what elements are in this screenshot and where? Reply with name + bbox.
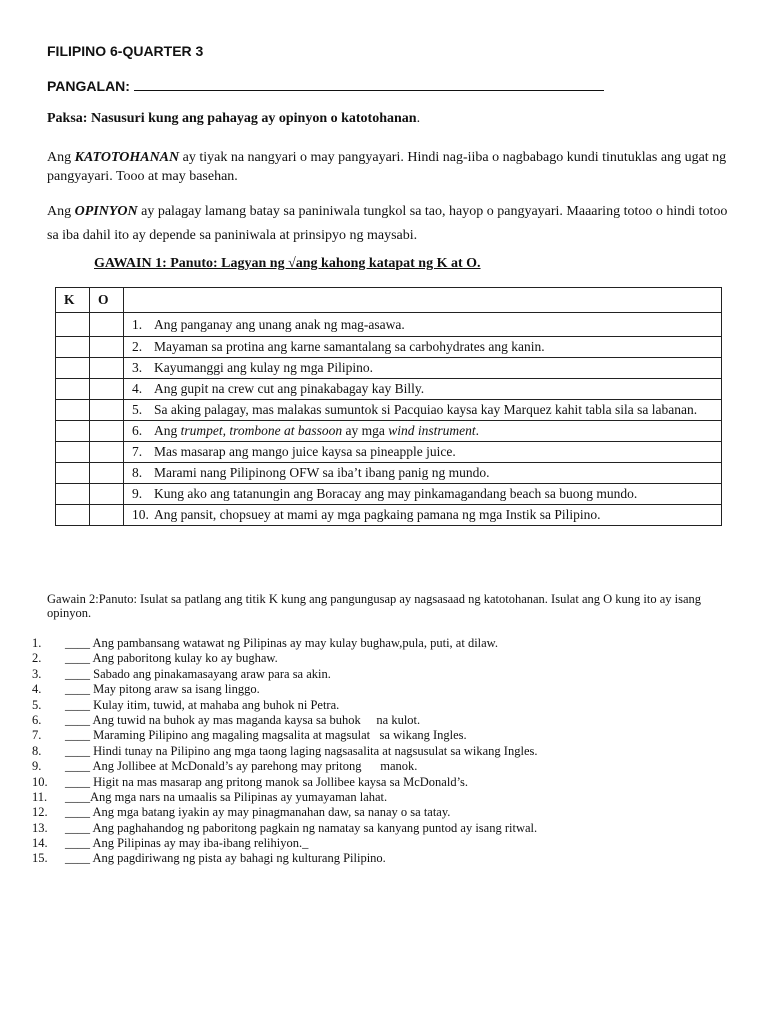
answer-blank[interactable]: ____ [65, 666, 90, 681]
checkbox-k[interactable] [56, 484, 90, 505]
checkbox-o[interactable] [90, 484, 124, 505]
answer-blank[interactable]: ____ [65, 636, 90, 650]
statement-cell [124, 442, 722, 463]
answer-blank[interactable]: ____ [65, 820, 90, 835]
statement-text: Mayaman sa protina ang karne samantalang sa carbohydrates ang kanin. [154, 339, 545, 354]
checkbox-k[interactable] [56, 463, 90, 484]
statement-text-b: ay mga [345, 423, 385, 438]
statement-text: Ang gupit na crew cut ang pinakabagay kay Billy. [154, 381, 425, 396]
item-number: 15. [32, 851, 48, 866]
item-text: May pitong araw sa isang linggo. [93, 682, 260, 697]
table-row [56, 505, 722, 526]
item-number: 7. [32, 728, 42, 743]
item-number: 9. [32, 759, 42, 774]
worksheet-title: FILIPINO 6-QUARTER 3 [47, 43, 204, 59]
list-item [32, 775, 538, 790]
item-number: 3. [32, 666, 42, 681]
item-number: 12. [32, 805, 48, 820]
answer-blank[interactable]: ____ [65, 836, 90, 851]
item-text: Sabado ang pinakamasayang araw para sa akin. [93, 666, 331, 681]
table-row [56, 484, 722, 505]
list-item [32, 744, 538, 759]
checkbox-k[interactable] [56, 358, 90, 379]
item-number: 11. [32, 789, 48, 804]
item-text: Ang mga batang iyakin ay may pinagmanahan daw, sa nanay o sa tatay. [92, 805, 451, 820]
statement-cell [124, 358, 722, 379]
item-number: 10. [32, 774, 48, 789]
gawain1-table [55, 287, 722, 526]
statement-italic-b: wind instrument [388, 423, 476, 438]
item-number: 14. [32, 836, 48, 851]
answer-blank[interactable]: ____ [65, 774, 90, 789]
statement-cell [124, 505, 722, 526]
table-header-row [56, 288, 722, 313]
statement-text: Marami nang Pilipinong OFW sa iba’t ibang panig ng mundo. [154, 465, 490, 480]
item-text: Ang Jollibee at McDonald’s ay parehong may pritong manok. [92, 759, 418, 774]
table-row [56, 358, 722, 379]
fact-lead: Ang [47, 150, 72, 165]
item-text: Ang paghahandog ng paboritong pagkain ng namatay sa kanyang puntod ay isang ritwal. [92, 820, 538, 835]
item-text: Kulay itim, tuwid, at mahaba ang buhok ni Petra. [93, 697, 340, 712]
topic-line [47, 111, 420, 127]
item-number: 2. [32, 651, 42, 666]
list-item [32, 682, 538, 697]
checkbox-k[interactable] [56, 313, 90, 337]
list-item [32, 667, 538, 682]
list-item [32, 636, 538, 651]
column-o-header: O [90, 288, 124, 313]
item-text: Maraming Pilipino ang magaling magsalita at magsulat sa wikang Ingles. [93, 728, 467, 743]
column-k-header: K [56, 288, 90, 313]
answer-blank[interactable]: ____ [65, 789, 90, 804]
statement-number: 9. [132, 486, 143, 501]
table-row [56, 313, 722, 337]
answer-blank[interactable]: ____ [65, 728, 90, 743]
statement-number: 3. [132, 360, 143, 375]
statement-number: 8. [132, 465, 143, 480]
answer-blank[interactable]: ____ [65, 805, 90, 820]
opinion-lead: Ang [47, 204, 72, 219]
column-statement-header [124, 288, 722, 313]
statement-italic-a: trumpet, trombone at bassoon [180, 423, 343, 438]
item-text: Ang paboritong kulay ko ay bughaw. [92, 651, 278, 666]
statement-text: Ang panganay ang unang anak ng mag-asawa. [154, 316, 405, 332]
checkbox-o[interactable] [90, 421, 124, 442]
item-number: 4. [32, 682, 42, 697]
table-row [56, 421, 722, 442]
statement-cell [124, 484, 722, 505]
checkbox-o[interactable] [90, 337, 124, 358]
list-item [32, 836, 538, 851]
statement-text: Mas masarap ang mango juice kaysa sa pineapple juice. [154, 444, 456, 459]
statement-cell [124, 379, 722, 400]
statement-number: 7. [132, 444, 143, 459]
statement-cell [124, 421, 722, 442]
item-text: Hindi tunay na Pilipino ang mga taong laging nagsasalita at nagsusulat sa wikang Ingles. [93, 743, 538, 758]
item-number: 5. [32, 697, 42, 712]
list-item [32, 651, 538, 666]
statement-cell [124, 313, 722, 337]
list-item [32, 728, 538, 743]
item-text: Ang pagdiriwang ng pista ay bahagi ng kulturang Pilipino. [92, 851, 386, 866]
item-text: Ang Pilipinas ay may iba-ibang relihiyon._ [92, 836, 309, 851]
checkbox-k[interactable] [56, 400, 90, 421]
list-item [32, 759, 538, 774]
checkbox-o[interactable] [90, 505, 124, 526]
opinion-definition [47, 200, 737, 248]
answer-blank[interactable]: ____ [65, 743, 90, 758]
statement-number: 6. [132, 423, 143, 438]
topic-text: Nasusuri kung ang pahayag ay opinyon o katotohanan [90, 111, 417, 126]
item-text: Ang pambansang watawat ng Pilipinas ay may kulay bughaw,pula, puti, at dilaw. [92, 636, 499, 650]
answer-blank[interactable]: ____ [65, 712, 90, 727]
statement-number: 4. [132, 381, 143, 396]
table-row [56, 379, 722, 400]
statement-text: Sa aking palagay, mas malakas sumuntok si Pacquiao kaysa kay Marquez kahit tabla sila sa labanan. [154, 402, 698, 417]
list-item [32, 713, 538, 728]
item-number: 6. [32, 712, 42, 727]
statement-number: 5. [132, 402, 143, 417]
statement-text: Ang pansit, chopsuey at mami ay mga pagkaing pamana ng mga Instik sa Pilipino. [154, 507, 601, 522]
list-item [32, 698, 538, 713]
checkbox-k[interactable] [56, 379, 90, 400]
statement-number: 2. [132, 339, 143, 354]
opinion-text: ay palagay lamang batay sa paniniwala tungkol sa tao, hayop o pangyayari. Maaaring totoo o hindi totoo sa iba dahil ito ay depende sa paniniwala at prinsipyo ng maysabi. [47, 204, 728, 243]
name-blank-line[interactable] [134, 78, 604, 91]
table-row [56, 400, 722, 421]
statement-text-a: Ang [154, 423, 178, 438]
gawain2-heading: Gawain 2:Panuto: Isulat sa patlang ang titik K kung ang pangungusap ay nagsasaad ng katotohanan. Isulat ang O kung ito ay isang opinyon. [47, 592, 702, 620]
checkbox-k[interactable] [56, 505, 90, 526]
statement-text-c: . [475, 423, 480, 438]
list-item [32, 805, 538, 820]
item-text: Ang tuwid na buhok ay mas maganda kaysa sa buhok na kulot. [92, 712, 421, 727]
answer-blank[interactable]: ____ [65, 851, 90, 866]
list-item [32, 851, 538, 866]
fact-term: KATOTOHANAN [74, 150, 180, 165]
checkbox-o[interactable] [90, 313, 124, 337]
statement-number: 1. [132, 316, 143, 332]
statement-text: Kayumanggi ang kulay ng mga Pilipino. [154, 360, 373, 375]
topic-end: . [416, 111, 421, 126]
checkbox-k[interactable] [56, 421, 90, 442]
item-number: 8. [32, 743, 42, 758]
item-text: Higit na mas masarap ang pritong manok sa Jollibee kaysa sa McDonald’s. [93, 774, 469, 789]
table-row [56, 442, 722, 463]
topic-label: Paksa: [47, 111, 88, 126]
answer-blank[interactable]: ____ [65, 759, 90, 774]
item-number: 13. [32, 820, 48, 835]
fact-definition [47, 148, 737, 186]
checkbox-o[interactable] [90, 442, 124, 463]
table-row [56, 463, 722, 484]
item-number: 1. [32, 636, 42, 650]
gawain1-heading: GAWAIN 1: Panuto: Lagyan ng √ang kahong katapat ng K at O. [94, 256, 481, 271]
list-item [32, 821, 538, 836]
statement-number: 10. [132, 507, 149, 522]
checkbox-k[interactable] [56, 442, 90, 463]
name-field-row [47, 78, 604, 94]
checkbox-o[interactable] [90, 358, 124, 379]
checkbox-o[interactable] [90, 400, 124, 421]
gawain2-list [32, 636, 538, 867]
statement-cell [124, 337, 722, 358]
checkbox-o[interactable] [90, 463, 124, 484]
list-item [32, 790, 538, 805]
fact-text: ay tiyak na nangyari o may pangyayari. Hindi nag-iiba o nagbabago kundi tinutuklas ang ugat ng pangyayari. Tooo at may basehan. [47, 150, 727, 184]
table-row [56, 337, 722, 358]
checkbox-o[interactable] [90, 379, 124, 400]
statement-cell [124, 463, 722, 484]
checkbox-k[interactable] [56, 337, 90, 358]
statement-cell [124, 400, 722, 421]
answer-blank[interactable]: ____ [65, 697, 90, 712]
opinion-term: OPINYON [74, 204, 138, 219]
statement-text: Kung ako ang tatanungin ang Boracay ang may pinkamagandang beach sa buong mundo. [154, 486, 638, 501]
answer-blank[interactable]: ____ [65, 682, 90, 697]
name-label: PANGALAN: [47, 78, 130, 94]
answer-blank[interactable]: ____ [65, 651, 90, 666]
item-text: Ang mga nars na umaalis sa Pilipinas ay yumayaman lahat. [90, 789, 388, 804]
